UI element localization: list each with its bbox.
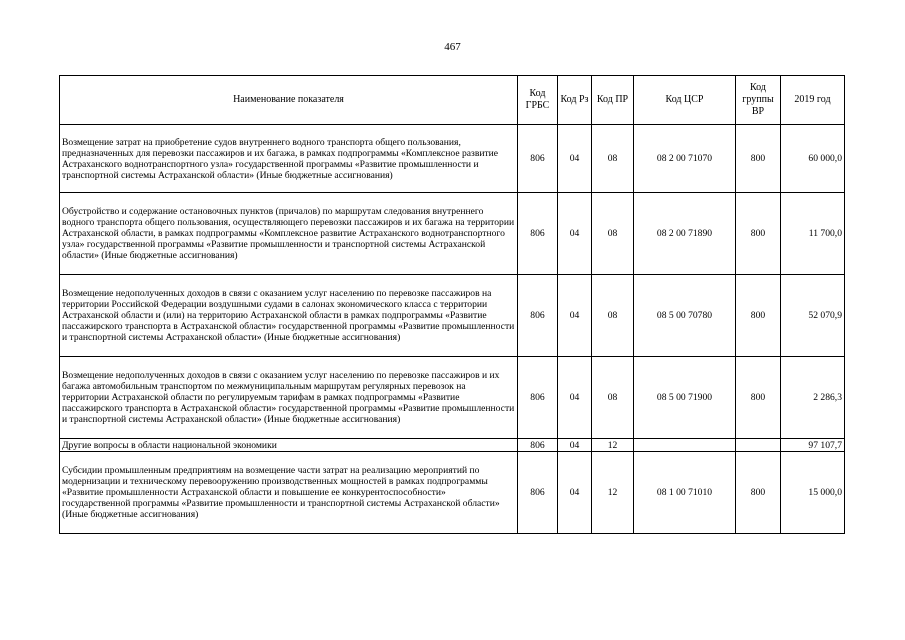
budget-table bbox=[59, 75, 845, 534]
header-name: Наименование показателя bbox=[60, 76, 518, 125]
row-rz: 04 bbox=[558, 275, 592, 357]
row-pr: 08 bbox=[592, 275, 634, 357]
row-vr: 800 bbox=[736, 452, 781, 534]
row-pr: 08 bbox=[592, 193, 634, 275]
row-pr: 08 bbox=[592, 125, 634, 193]
row-vr: 800 bbox=[736, 193, 781, 275]
row-name: Обустройство и содержание остановочных пунктов (причалов) по маршрутам следования внутреннего водного транспорта общего пользования, осуществляющего перевозки пассажиров и их багажа на территории Астраханской области, в рамках подпрограммы «Комплексное развитие Астраханского воднотранспортного узла» государственной программы «Развитие промышленности и транспортной системы Астраханской области» (Иные бюджетные ассигнования) bbox=[60, 193, 518, 275]
row-grbs: 806 bbox=[518, 357, 558, 439]
row-name: Другие вопросы в области национальной экономики bbox=[60, 439, 518, 452]
table-row bbox=[60, 275, 845, 357]
row-rz: 04 bbox=[558, 439, 592, 452]
header-pr: Код ПР bbox=[592, 76, 634, 125]
table-row bbox=[60, 125, 845, 193]
page-number: 467 bbox=[444, 41, 461, 53]
row-rz: 04 bbox=[558, 452, 592, 534]
row-csr: 08 5 00 71900 bbox=[634, 357, 736, 439]
row-amount: 15 000,0 bbox=[781, 452, 845, 534]
row-pr: 08 bbox=[592, 357, 634, 439]
row-csr: 08 1 00 71010 bbox=[634, 452, 736, 534]
row-name: Возмещение недополученных доходов в связи с оказанием услуг населению по перевозке пассажиров на территории Российской Федерации воздушными судами в салонах экономического класса с территории Астраханской области и (или) на территорию Астраханской области в рамках подпрограммы «Развитие пассажирского транспорта в Астраханской области» государственной программы «Развитие промышленности и транспортной системы Астраханской области» (Иные бюджетные ассигнования) bbox=[60, 275, 518, 357]
row-csr: 08 5 00 70780 bbox=[634, 275, 736, 357]
row-rz: 04 bbox=[558, 193, 592, 275]
row-amount: 60 000,0 bbox=[781, 125, 845, 193]
header-grbs: Код ГРБС bbox=[518, 76, 558, 125]
row-name: Субсидии промышленным предприятиям на возмещение части затрат на реализацию мероприятий по модернизации и техническому перевооружению производственных мощностей в рамках подпрограммы «Развитие промышленности Астраханской области и повышение ее конкурентоспособности» государственной программы «Развитие промышленности и транспортной системы Астраханской области» (Иные бюджетные ассигнования) bbox=[60, 452, 518, 534]
row-grbs: 806 bbox=[518, 275, 558, 357]
header-csr: Код ЦСР bbox=[634, 76, 736, 125]
row-grbs: 806 bbox=[518, 439, 558, 452]
row-grbs: 806 bbox=[518, 193, 558, 275]
table-row bbox=[60, 452, 845, 534]
table-row bbox=[60, 439, 845, 452]
header-vr: Код группы ВР bbox=[736, 76, 781, 125]
row-vr: 800 bbox=[736, 357, 781, 439]
row-csr: 08 2 00 71890 bbox=[634, 193, 736, 275]
row-pr: 12 bbox=[592, 439, 634, 452]
table-row bbox=[60, 193, 845, 275]
row-name: Возмещение недополученных доходов в связи с оказанием услуг населению по перевозке пассажиров и их багажа автомобильным транспортом по межмуниципальным маршрутам регулярных перевозок на территории Астраханской области по регулируемым тарифам в рамках подпрограммы «Развитие пассажирского транспорта в Астраханской области» государственной программы «Развитие промышленности и транспортной системы Астраханской области» (Иные бюджетные ассигнования) bbox=[60, 357, 518, 439]
row-vr: 800 bbox=[736, 275, 781, 357]
row-amount: 11 700,0 bbox=[781, 193, 845, 275]
row-amount: 2 286,3 bbox=[781, 357, 845, 439]
header-rz: Код Рз bbox=[558, 76, 592, 125]
row-rz: 04 bbox=[558, 357, 592, 439]
row-amount: 52 070,9 bbox=[781, 275, 845, 357]
table-header-row bbox=[60, 76, 845, 125]
row-rz: 04 bbox=[558, 125, 592, 193]
row-amount: 97 107,7 bbox=[781, 439, 845, 452]
row-csr bbox=[634, 439, 736, 452]
row-vr: 800 bbox=[736, 125, 781, 193]
row-csr: 08 2 00 71070 bbox=[634, 125, 736, 193]
row-name: Возмещение затрат на приобретение судов внутреннего водного транспорта общего пользования, предназначенных для перевозки пассажиров и их багажа, в рамках подпрограммы «Комплексное развитие Астраханского воднотранспортного узла» государственной программы «Развитие промышленности и транспортной системы Астраханской области» (Иные бюджетные ассигнования) bbox=[60, 125, 518, 193]
row-grbs: 806 bbox=[518, 452, 558, 534]
table-row bbox=[60, 357, 845, 439]
row-pr: 12 bbox=[592, 452, 634, 534]
row-grbs: 806 bbox=[518, 125, 558, 193]
header-year: 2019 год bbox=[781, 76, 845, 125]
row-vr bbox=[736, 439, 781, 452]
